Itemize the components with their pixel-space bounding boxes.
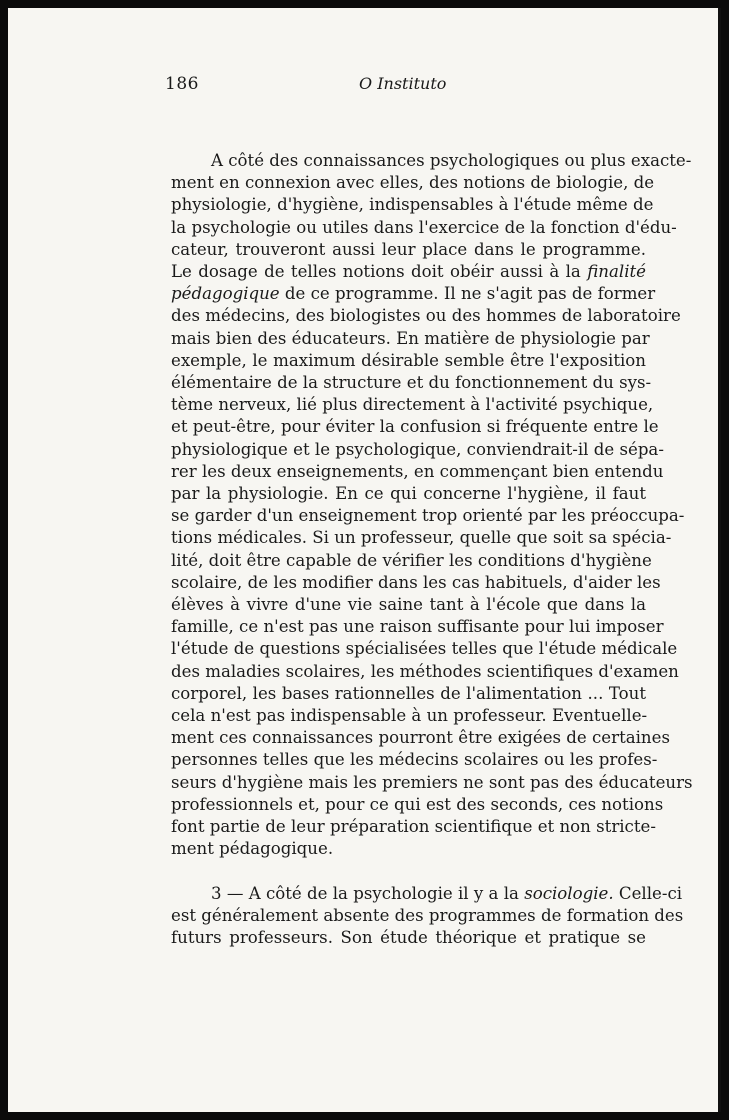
text-run: Le dosage de telles notions doit obéir aussi à la xyxy=(171,262,588,282)
emphasis-finalite: finalité xyxy=(587,262,646,282)
text-line xyxy=(171,883,683,905)
text-line: élémentaire de la structure et du fonctionnement du sys- xyxy=(171,373,652,393)
text-line: scolaire, de les modifier dans les cas habituels, d'aider les xyxy=(171,572,661,592)
emphasis-pedagogique: pédagogique xyxy=(171,284,280,304)
text-line: l'étude de questions spécialisées telles que l'étude médicale xyxy=(171,639,678,659)
document-page xyxy=(8,8,721,1112)
text-line xyxy=(171,283,656,305)
text-line: tions médicales. Si un professeur, quelle que soit sa spécia- xyxy=(171,528,672,548)
text-line: rer les deux enseignements, en commençant bien entendu xyxy=(171,461,664,481)
text-line: cateur, trouveront aussi leur place dans le programme. xyxy=(171,239,646,259)
text-line: par la physiologie. En ce qui concerne l'hygiène, il faut xyxy=(171,484,646,504)
paragraph-2 xyxy=(171,883,684,950)
text-line: tème nerveux, lié plus directement à l'activité psychique, xyxy=(171,395,654,415)
text-run: Celle-ci xyxy=(613,883,683,903)
text-line: physiologique et le psychologique, conviendrait-il de sépa- xyxy=(171,439,664,459)
text-line: lité, doit être capable de vérifier les conditions d'hygiène xyxy=(171,550,652,570)
text-line: se garder d'un enseignement trop orienté par les préoccupa- xyxy=(171,506,685,526)
text-line: A côté des connaissances psychologiques ou plus exacte- xyxy=(211,151,692,170)
text-line: ment pédagogique. xyxy=(171,839,334,859)
text-line: futurs professeurs. Son étude théorique et pratique se xyxy=(171,927,646,947)
running-title: O Instituto xyxy=(359,74,447,93)
text-line: mais bien des éducateurs. En matière de physiologie par xyxy=(171,328,650,348)
text-line: corporel, les bases rationnelles de l'alimentation ... Tout xyxy=(171,683,646,703)
text-line xyxy=(171,261,646,283)
text-line: personnes telles que les médecins scolaires ou les profes- xyxy=(171,750,658,770)
text-line: font partie de leur préparation scientifique et non stricte- xyxy=(171,817,656,837)
text-run: de ce programme. Il ne s'agit pas de former xyxy=(279,284,656,304)
text-line: la psychologie ou utiles dans l'exercice de la fonction d'édu- xyxy=(171,217,677,237)
text-line: des maladies scolaires, les méthodes scientifiques d'examen xyxy=(171,661,679,681)
paragraph-gap xyxy=(171,861,646,883)
text-line: famille, ce n'est pas une raison suffisante pour lui imposer xyxy=(171,617,664,637)
text-run: 3 — A côté de la psychologie il y a la xyxy=(211,883,525,903)
text-line: exemple, le maximum désirable semble être l'exposition xyxy=(171,350,646,370)
text-line: cela n'est pas indispensable à un professeur. Eventuelle- xyxy=(171,706,648,726)
text-line: élèves à vivre d'une vie saine tant à l'école que dans la xyxy=(171,595,646,615)
text-line: et peut-être, pour éviter la confusion si fréquente entre le xyxy=(171,417,659,437)
text-line: physiologie, d'hygiène, indispensables à l'étude même de xyxy=(171,195,654,215)
emphasis-sociologie: sociologie. xyxy=(524,883,614,903)
text-line: professionnels et, pour ce qui est des seconds, ces notions xyxy=(171,794,664,814)
text-line: seurs d'hygiène mais les premiers ne sont pas des éducateurs xyxy=(171,772,693,792)
paragraph-1 xyxy=(171,150,693,861)
text-line: est généralement absente des programmes de formation des xyxy=(171,905,684,925)
body-text xyxy=(171,150,693,949)
text-line: ment ces connaissances pourront être exigées de certaines xyxy=(171,728,670,748)
page-number: 186 xyxy=(165,74,199,94)
text-line: des médecins, des biologistes ou des hommes de laboratoire xyxy=(171,306,681,326)
text-line: ment en connexion avec elles, des notions de biologie, de xyxy=(171,173,655,193)
